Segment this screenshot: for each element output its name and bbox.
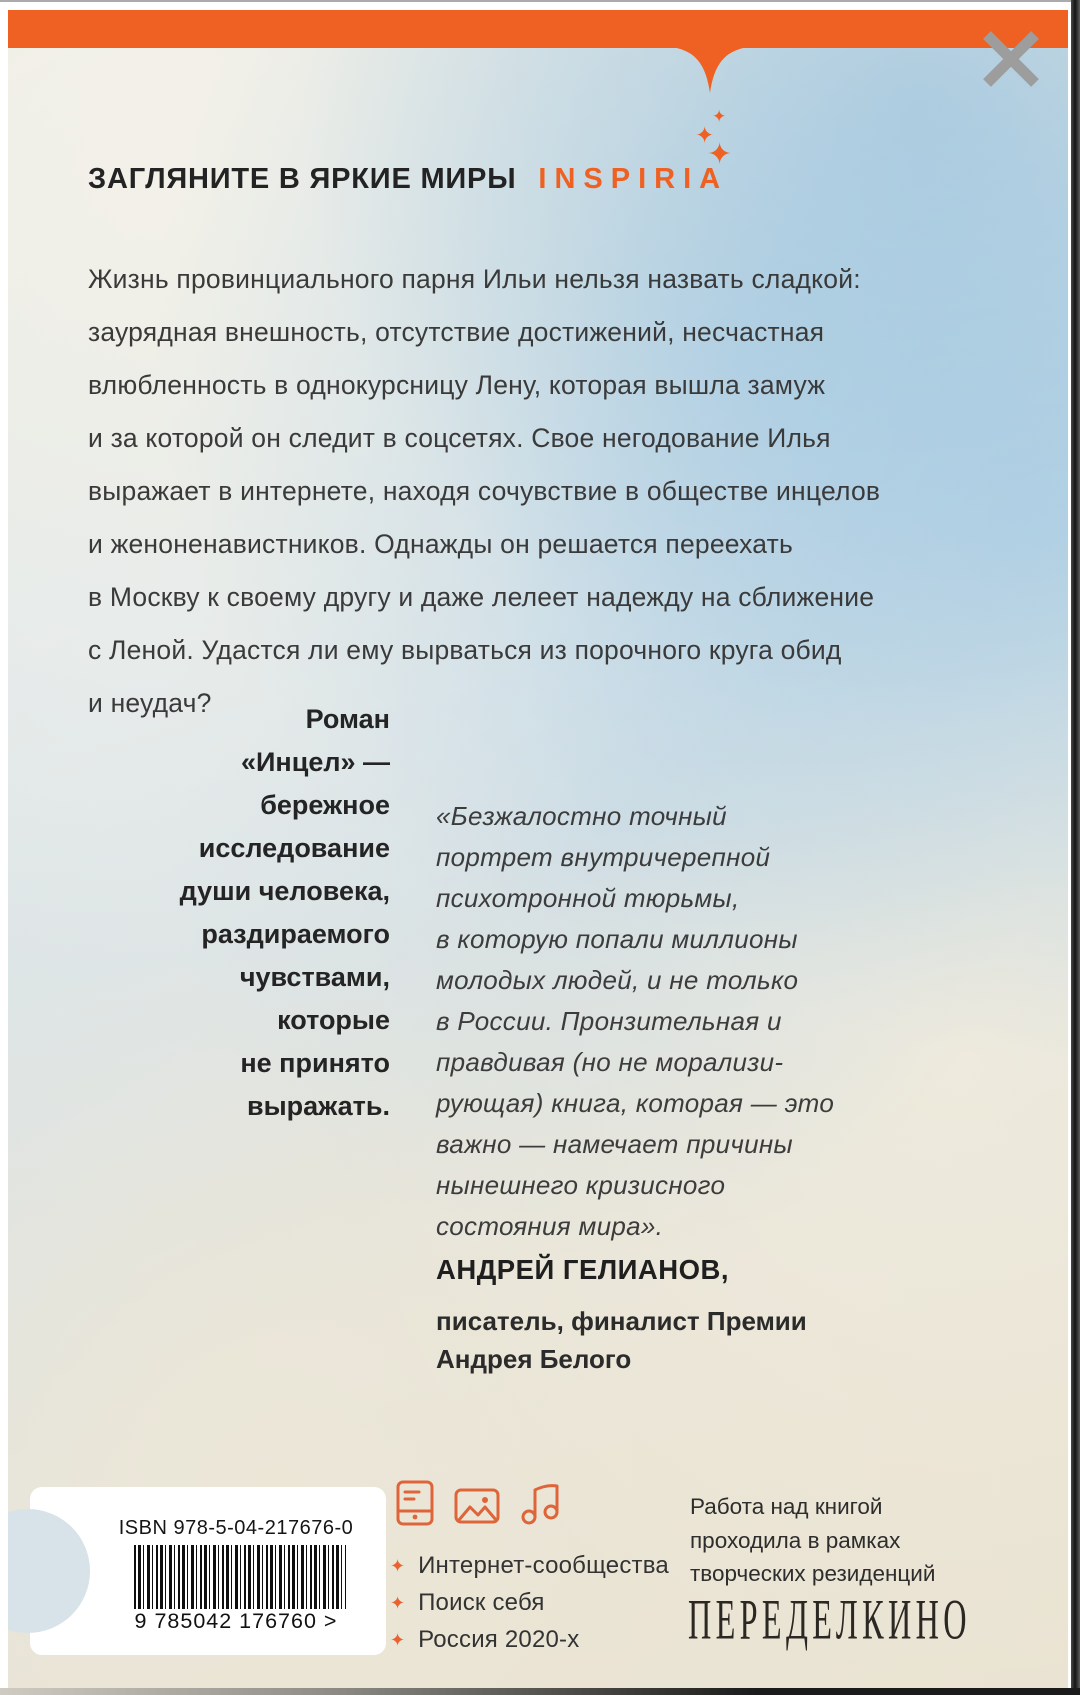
- text-line: души человека,: [179, 876, 390, 906]
- sparkle-icon: ✦: [712, 107, 727, 126]
- close-icon: [980, 28, 1042, 90]
- brand-line: [88, 163, 728, 196]
- isbn-sticker: [30, 1487, 386, 1655]
- media-format-icons: [396, 1480, 562, 1526]
- text-line: исследование: [198, 833, 390, 863]
- reviewer-name: АНДРЕЙ ГЕЛИАНОВ,: [436, 1254, 730, 1285]
- list-item: [390, 1589, 669, 1617]
- list-item: [390, 1626, 669, 1654]
- text-line: «Инцел» —: [240, 747, 390, 777]
- residency-note: [690, 1490, 935, 1591]
- inspiria-logo: INSPIRIA: [538, 163, 729, 195]
- close-button[interactable]: [980, 28, 1042, 90]
- barcode: [134, 1545, 346, 1609]
- text-line: портрет внутричерепной: [436, 842, 771, 872]
- window-right-edge: [1071, 0, 1080, 1695]
- text-line: проходила в рамках: [690, 1527, 901, 1553]
- peredelkino-logo: ПЕРЕДЕЛКИНО: [688, 1589, 971, 1652]
- book-back-cover: [8, 10, 1068, 1688]
- topic-label: Поиск себя: [418, 1589, 545, 1616]
- barcode-digits: 9 785042 176760 >: [134, 1609, 338, 1633]
- text-line: в которую попали миллионы: [436, 924, 798, 954]
- text-line: состояния мира».: [436, 1211, 664, 1241]
- ebook-icon: [396, 1480, 434, 1526]
- star-bullet-icon: ✦: [390, 1556, 406, 1576]
- image-icon: [454, 1486, 500, 1526]
- text-line: бережное: [260, 790, 390, 820]
- text-line: нынешнего кризисного: [436, 1170, 726, 1200]
- text-line: творческих резиденций: [690, 1561, 936, 1586]
- text-line: которые: [277, 1005, 390, 1035]
- text-line: молодых людей, и не только: [436, 965, 799, 995]
- star-bullet-icon: ✦: [390, 1593, 406, 1613]
- topic-list: [390, 1552, 669, 1663]
- text-line: Роман: [305, 704, 390, 734]
- review-quote: [436, 796, 834, 1247]
- reviewer-role: писатель, финалист Премии: [436, 1306, 807, 1336]
- topic-label: Россия 2020-х: [418, 1626, 580, 1653]
- sparkle-icon: ✦: [707, 138, 733, 171]
- text-line: психотронной тюрьмы,: [436, 883, 740, 913]
- text-line: «Безжалостно точный: [436, 801, 727, 831]
- text-line: заурядная внешность, отсутствие достижений, несчастная: [88, 317, 825, 347]
- text-line: Жизнь провинциального парня Ильи нельзя назвать сладкой:: [88, 264, 861, 294]
- reviewer-role: Андрея Белого: [436, 1344, 632, 1374]
- isbn-number: ISBN 978-5-04-217676-0: [118, 1517, 354, 1539]
- topic-label: Интернет-сообщества: [418, 1552, 669, 1579]
- book-page-curl-icon: [672, 47, 748, 95]
- text-line: рующая) книга, которая — это: [436, 1088, 835, 1118]
- quote-attribution: [436, 1254, 807, 1378]
- sparkle-icon: ✦: [695, 122, 715, 148]
- music-note-icon: [520, 1480, 562, 1526]
- window-top-edge: [0, 0, 1080, 2]
- publisher-blurb: [88, 698, 390, 1128]
- text-line: влюбленность в однокурсницу Лену, которая вышла замуж: [88, 370, 826, 400]
- annotation-text: [88, 253, 880, 730]
- text-line: правдивая (но не морализи-: [436, 1047, 784, 1077]
- brand-tagline: ЗАГЛЯНИТЕ В ЯРКИЕ МИРЫ: [88, 163, 517, 195]
- sticker-notch: [8, 1509, 90, 1633]
- star-bullet-icon: ✦: [390, 1630, 406, 1650]
- text-line: с Леной. Удастся ли ему вырваться из порочного круга обид: [88, 635, 842, 665]
- text-line: выражать.: [247, 1091, 390, 1121]
- top-orange-bar: [8, 10, 1068, 48]
- window-bottom-edge: [0, 1688, 1080, 1695]
- text-line: раздираемого: [201, 919, 390, 949]
- text-line: важно — намечает причины: [436, 1129, 793, 1159]
- text-line: не принято: [240, 1048, 390, 1078]
- text-line: и женоненавистников. Однажды он решается переехать: [88, 529, 793, 559]
- text-line: чувствами,: [239, 962, 390, 992]
- text-line: выражает в интернете, находя сочувствие в обществе инцелов: [88, 476, 881, 506]
- text-line: и неудач?: [88, 688, 212, 718]
- text-line: и за которой он следит в соцсетях. Свое негодование Илья: [88, 423, 831, 453]
- text-line: в России. Пронзительная и: [436, 1006, 782, 1036]
- list-item: [390, 1552, 669, 1580]
- text-line: в Москву к своему другу и даже лелеет надежду на сближение: [88, 582, 875, 612]
- text-line: Работа над книгой: [690, 1494, 883, 1519]
